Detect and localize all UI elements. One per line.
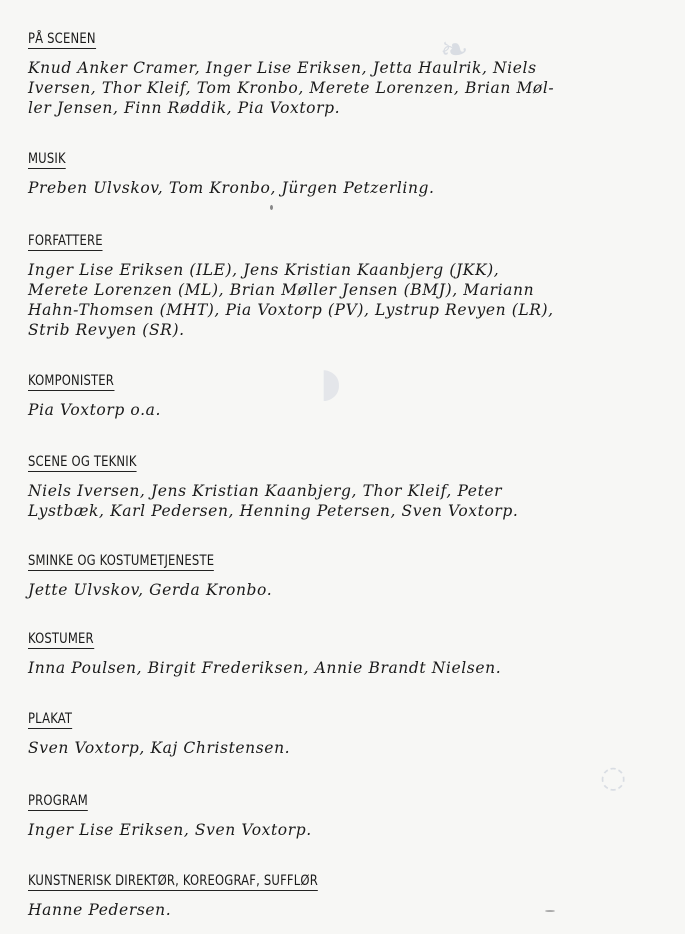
show-through-shape: ◗ (320, 360, 342, 406)
section-text: Jette Ulvskov, Gerda Kronbo. (28, 581, 273, 599)
section-kunstnerisk-direktoer (28, 872, 658, 920)
ink-speck (270, 205, 273, 210)
section-heading: PLAKAT (28, 711, 73, 727)
section-text: Inger Lise Eriksen (ILE), Jens Kristian Kaanbjerg (JKK), Merete Lorenzen (ML), Brian Møller Jensen (BMJ), Mariann Hahn-Thomsen (MHT), Pia Voxtorp (PV), Lystrup Revyen (LR), Strib Revyen (SR). (28, 261, 554, 339)
section-text: Knud Anker Cramer, Inger Lise Eriksen, Jetta Haulrik, Niels Iversen, Thor Kleif, Tom Kronbo, Merete Lorenzen, Brian Møl- ler Jensen, Finn Røddik, Pia Voxtorp. (28, 59, 555, 117)
section-heading: KUNSTNERISK DIREKTØR, KOREOGRAF, SUFFLØR (28, 873, 318, 889)
show-through-shape: ❧ (440, 30, 469, 70)
section-heading: KOMPONISTER (28, 373, 115, 389)
section-heading: KOSTUMER (28, 631, 94, 647)
section-plakat (28, 710, 658, 758)
section-text: Hanne Pedersen. (28, 901, 172, 919)
section-text: Inger Lise Eriksen, Sven Voxtorp. (28, 821, 312, 839)
section-text: Preben Ulvskov, Tom Kronbo, Jürgen Petzerling. (28, 179, 435, 197)
section-heading: MUSIK (28, 151, 66, 167)
section-program (28, 792, 658, 840)
section-kostumer (28, 630, 658, 678)
section-heading: SCENE OG TEKNIK (28, 454, 137, 470)
show-through-shape: ◌ (600, 760, 627, 795)
section-text: Inna Poulsen, Birgit Frederiksen, Annie Brandt Nielsen. (28, 659, 502, 677)
section-heading: FORFATTERE (28, 233, 103, 249)
section-musik (28, 150, 658, 198)
section-text: Niels Iversen, Jens Kristian Kaanbjerg, Thor Kleif, Peter Lystbæk, Karl Pedersen, Henning Petersen, Sven Voxtorp. (28, 482, 519, 520)
section-scene-og-teknik (28, 453, 658, 521)
section-heading: PÅ SCENEN (28, 31, 96, 47)
section-heading: PROGRAM (28, 793, 88, 809)
ink-speck (545, 910, 555, 912)
section-text: Pia Voxtorp o.a. (28, 401, 161, 419)
section-paa-scenen (28, 30, 658, 118)
section-forfattere (28, 232, 658, 340)
section-sminke (28, 552, 658, 600)
section-komponister (28, 372, 658, 420)
section-heading: SMINKE OG KOSTUMETJENESTE (28, 553, 215, 569)
section-text: Sven Voxtorp, Kaj Christensen. (28, 739, 291, 757)
